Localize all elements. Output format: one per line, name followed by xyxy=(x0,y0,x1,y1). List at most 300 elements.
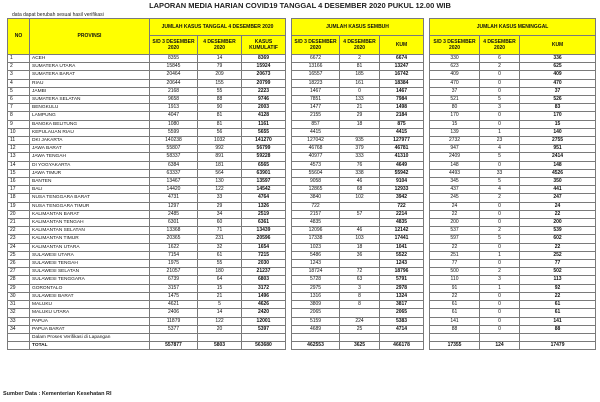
sembuh-kum-cell: 13247 xyxy=(380,63,424,71)
positif-des4-cell: 61 xyxy=(198,251,242,259)
sembuh-sd3-cell: 18724 xyxy=(292,268,340,276)
positif-kumulatif-cell: 5397 xyxy=(242,325,286,333)
header-positif-des4: 4 DESEMBER 2020 xyxy=(198,36,242,55)
meninggal-sd3-cell: 110 xyxy=(430,276,480,284)
positif-kumulatif-cell: 5655 xyxy=(242,128,286,136)
row-number-cell: 30 xyxy=(8,292,30,300)
meninggal-des4-cell: 6 xyxy=(480,55,520,63)
meninggal-sd3-cell: 148 xyxy=(430,161,480,169)
meninggal-sd3-cell: 37 xyxy=(430,87,480,95)
positif-kumulatif-cell: 14542 xyxy=(242,186,286,194)
sembuh-kum-cell: 1324 xyxy=(380,292,424,300)
row-number-cell: 23 xyxy=(8,235,30,243)
positif-sd3-cell: 6739 xyxy=(150,276,198,284)
meninggal-des4-cell: 5 xyxy=(480,235,520,243)
meninggal-des4-cell: 0 xyxy=(480,112,520,120)
meninggal-kum-cell: 170 xyxy=(520,112,596,120)
row-number-cell: 15 xyxy=(8,169,30,177)
header-positif-sd3: S/D 3 DESEMBER 2020 xyxy=(150,36,198,55)
sembuh-sd3-cell: 1023 xyxy=(292,243,340,251)
province-name-cell: KALIMANTAN BARAT xyxy=(30,210,150,218)
header-positif-group: JUMLAH KASUS TANGGAL 4 DESEMBER 2020 xyxy=(150,19,286,36)
sembuh-kum-cell: 1467 xyxy=(380,87,424,95)
sembuh-kum-cell: 18384 xyxy=(380,79,424,87)
table-row xyxy=(8,251,596,259)
sembuh-sd3-cell: 1477 xyxy=(292,104,340,112)
positif-des4-cell: 56 xyxy=(198,128,242,136)
province-name-cell: SUMATERA SELATAN xyxy=(30,96,150,104)
sembuh-sd3-cell: 4835 xyxy=(292,219,340,227)
positif-sd3-cell: 1975 xyxy=(150,260,198,268)
sembuh-sd3-cell: 5486 xyxy=(292,251,340,259)
meninggal-sd3-cell: 17355 xyxy=(430,342,480,350)
sembuh-sd3-cell: 4415 xyxy=(292,128,340,136)
province-name-cell: BANGKA BELITUNG xyxy=(30,120,150,128)
meninggal-des4-cell: 0 xyxy=(480,260,520,268)
province-name-cell: NUSA TENGGARA BARAT xyxy=(30,194,150,202)
positif-des4-cell xyxy=(198,333,242,341)
sembuh-kum-cell: 5383 xyxy=(380,317,424,325)
positif-des4-cell: 55 xyxy=(198,87,242,95)
meninggal-des4-cell: 0 xyxy=(480,309,520,317)
sembuh-kum-cell: 1041 xyxy=(380,243,424,251)
meninggal-des4-cell: 1 xyxy=(480,251,520,259)
province-name-cell: KEPULAUAN RIAU xyxy=(30,128,150,136)
sembuh-sd3-cell: 722 xyxy=(292,202,340,210)
sembuh-des4-cell: 133 xyxy=(340,96,380,104)
sembuh-kum-cell: 2214 xyxy=(380,210,424,218)
meninggal-kum-cell: 2414 xyxy=(520,153,596,161)
meninggal-sd3-cell: 22 xyxy=(430,243,480,251)
positif-kumulatif-cell: 21237 xyxy=(242,268,286,276)
row-number-cell: 6 xyxy=(8,96,30,104)
positif-sd3-cell: 11879 xyxy=(150,317,198,325)
meninggal-des4-cell: 23 xyxy=(480,137,520,145)
row-number-cell: 11 xyxy=(8,137,30,145)
meninggal-kum-cell: 141 xyxy=(520,317,596,325)
positif-kumulatif-cell: 2420 xyxy=(242,309,286,317)
sembuh-des4-cell: 0 xyxy=(340,87,380,95)
sembuh-sd3-cell: 13166 xyxy=(292,63,340,71)
positif-des4-cell: 180 xyxy=(198,268,242,276)
sembuh-sd3-cell: 55604 xyxy=(292,169,340,177)
meninggal-sd3-cell: 537 xyxy=(430,227,480,235)
meninggal-sd3-cell: 170 xyxy=(430,112,480,120)
sembuh-sd3-cell: 12096 xyxy=(292,227,340,235)
sembuh-kum-cell: 2184 xyxy=(380,112,424,120)
province-name-cell: SULAWESI TENGAH xyxy=(30,260,150,268)
positif-des4-cell: 992 xyxy=(198,145,242,153)
positif-kumulatif-cell: 6361 xyxy=(242,219,286,227)
table-row xyxy=(8,169,596,177)
sembuh-kum-cell: 4649 xyxy=(380,161,424,169)
sembuh-kum-cell: 4835 xyxy=(380,219,424,227)
sembuh-kum-cell: 2978 xyxy=(380,284,424,292)
meninggal-des4-cell: 33 xyxy=(480,169,520,177)
positif-sd3-cell: 9658 xyxy=(150,96,198,104)
meninggal-kum-cell: 22 xyxy=(520,243,596,251)
row-number-cell: 10 xyxy=(8,128,30,136)
positif-kumulatif-cell: 12001 xyxy=(242,317,286,325)
table-row xyxy=(8,276,596,284)
positif-kumulatif-cell: 4128 xyxy=(242,112,286,120)
sembuh-des4-cell xyxy=(340,333,380,341)
sembuh-sd3-cell: 2065 xyxy=(292,309,340,317)
sembuh-des4-cell: 338 xyxy=(340,169,380,177)
positif-sd3-cell: 2485 xyxy=(150,210,198,218)
sembuh-des4-cell: 18 xyxy=(340,120,380,128)
positif-kumulatif-cell: 4764 xyxy=(242,194,286,202)
sembuh-des4-cell: 25 xyxy=(340,325,380,333)
meninggal-kum-cell: 61 xyxy=(520,301,596,309)
meninggal-kum-cell: 22 xyxy=(520,292,596,300)
positif-sd3-cell: 1475 xyxy=(150,292,198,300)
sembuh-kum-cell: 55942 xyxy=(380,169,424,177)
sembuh-des4-cell xyxy=(340,219,380,227)
covid-report-table-container xyxy=(7,18,595,350)
positif-kumulatif-cell: 13597 xyxy=(242,178,286,186)
sembuh-des4-cell: 63 xyxy=(340,276,380,284)
meninggal-sd3-cell: 77 xyxy=(430,260,480,268)
sembuh-des4-cell: 379 xyxy=(340,145,380,153)
positif-kumulatif-cell: 2003 xyxy=(242,104,286,112)
table-row xyxy=(8,317,596,325)
row-number-cell: 22 xyxy=(8,227,30,235)
meninggal-des4-cell: 0 xyxy=(480,71,520,79)
meninggal-kum-cell: 92 xyxy=(520,284,596,292)
table-row xyxy=(8,268,596,276)
positif-kumulatif-cell: 20799 xyxy=(242,79,286,87)
positif-des4-cell: 71 xyxy=(198,227,242,235)
table-row xyxy=(8,309,596,317)
row-number-cell: 17 xyxy=(8,186,30,194)
positif-des4-cell: 81 xyxy=(198,120,242,128)
positif-kumulatif-cell: 56799 xyxy=(242,145,286,153)
sembuh-kum-cell: 16742 xyxy=(380,71,424,79)
positif-sd3-cell: 8355 xyxy=(150,55,198,63)
positif-sd3-cell: 3157 xyxy=(150,284,198,292)
positif-des4-cell: 1032 xyxy=(198,137,242,145)
positif-des4-cell: 231 xyxy=(198,235,242,243)
row-number-cell: 31 xyxy=(8,301,30,309)
table-row xyxy=(8,63,596,71)
table-row xyxy=(8,153,596,161)
positif-des4-cell: 15 xyxy=(198,284,242,292)
row-number-cell: 3 xyxy=(8,71,30,79)
meninggal-sd3-cell: 61 xyxy=(430,309,480,317)
sembuh-sd3-cell: 5159 xyxy=(292,317,340,325)
table-row xyxy=(8,292,596,300)
province-name-cell: DI YOGYAKARTA xyxy=(30,161,150,169)
row-number-cell: 2 xyxy=(8,63,30,71)
sembuh-kum-cell: 17441 xyxy=(380,235,424,243)
meninggal-sd3-cell: 245 xyxy=(430,194,480,202)
header-meninggal-group: JUMLAH KASUS MENINGGAL xyxy=(430,19,596,36)
meninggal-sd3-cell: 61 xyxy=(430,301,480,309)
sembuh-des4-cell: 46 xyxy=(340,178,380,186)
meninggal-sd3-cell: 24 xyxy=(430,202,480,210)
row-number-cell: 33 xyxy=(8,317,30,325)
sembuh-des4-cell: 333 xyxy=(340,153,380,161)
positif-des4-cell: 55 xyxy=(198,260,242,268)
row-number-cell: 27 xyxy=(8,268,30,276)
province-name-cell: BALI xyxy=(30,186,150,194)
positif-sd3-cell xyxy=(150,333,198,341)
meninggal-des4-cell: 0 xyxy=(480,87,520,95)
meninggal-sd3-cell: 22 xyxy=(430,292,480,300)
meninggal-sd3-cell: 91 xyxy=(430,284,480,292)
positif-sd3-cell: 20644 xyxy=(150,79,198,87)
positif-des4-cell: 90 xyxy=(198,104,242,112)
positif-sd3-cell: 2406 xyxy=(150,309,198,317)
sembuh-sd3-cell: 1243 xyxy=(292,260,340,268)
table-row xyxy=(8,202,596,210)
positif-des4-cell: 14 xyxy=(198,309,242,317)
positif-des4-cell: 5 xyxy=(198,301,242,309)
province-name-cell: Dalam Proses Verifikasi di Lapangan xyxy=(30,333,150,341)
table-row xyxy=(8,79,596,87)
sembuh-des4-cell: 161 xyxy=(340,79,380,87)
positif-sd3-cell: 2168 xyxy=(150,87,198,95)
province-name-cell: KALIMANTAN SELATAN xyxy=(30,227,150,235)
positif-sd3-cell: 1080 xyxy=(150,120,198,128)
province-name-cell: LAMPUNG xyxy=(30,112,150,120)
meninggal-sd3-cell: 947 xyxy=(430,145,480,153)
province-name-cell: BANTEN xyxy=(30,178,150,186)
meninggal-sd3-cell: 141 xyxy=(430,317,480,325)
row-number-cell: 25 xyxy=(8,251,30,259)
positif-kumulatif-cell: 563680 xyxy=(242,342,286,350)
row-number-cell: 32 xyxy=(8,309,30,317)
positif-des4-cell: 122 xyxy=(198,317,242,325)
meninggal-des4-cell: 0 xyxy=(480,292,520,300)
positif-des4-cell: 34 xyxy=(198,210,242,218)
table-row xyxy=(8,71,596,79)
covid-report-table xyxy=(7,18,596,350)
province-name-cell: MALUKU UTARA xyxy=(30,309,150,317)
province-name-cell: SUMATERA BARAT xyxy=(30,71,150,79)
sembuh-des4-cell: 2 xyxy=(340,55,380,63)
row-number-cell: 7 xyxy=(8,104,30,112)
meninggal-kum-cell: 2755 xyxy=(520,137,596,145)
province-name-cell: SULAWESI BARAT xyxy=(30,292,150,300)
sembuh-kum-cell: 41310 xyxy=(380,153,424,161)
sembuh-des4-cell: 76 xyxy=(340,161,380,169)
sembuh-des4-cell: 68 xyxy=(340,186,380,194)
sembuh-sd3-cell: 7851 xyxy=(292,96,340,104)
positif-sd3-cell: 6384 xyxy=(150,161,198,169)
sembuh-des4-cell: 21 xyxy=(340,104,380,112)
sembuh-sd3-cell: 5728 xyxy=(292,276,340,284)
province-name-cell: ACEH xyxy=(30,55,150,63)
sembuh-kum-cell: 7984 xyxy=(380,96,424,104)
positif-des4-cell: 29 xyxy=(198,202,242,210)
table-row xyxy=(8,235,596,243)
meninggal-kum-cell: 502 xyxy=(520,268,596,276)
meninggal-des4-cell xyxy=(480,333,520,341)
sembuh-kum-cell: 46781 xyxy=(380,145,424,153)
positif-kumulatif-cell xyxy=(242,333,286,341)
meninggal-kum-cell: 526 xyxy=(520,96,596,104)
header-no: NO xyxy=(8,19,30,55)
sembuh-sd3-cell xyxy=(292,333,340,341)
province-name-cell: TOTAL xyxy=(30,342,150,350)
table-row xyxy=(8,243,596,251)
positif-kumulatif-cell: 8369 xyxy=(242,55,286,63)
positif-kumulatif-cell: 1326 xyxy=(242,202,286,210)
row-number-cell: 14 xyxy=(8,161,30,169)
meninggal-sd3-cell: 597 xyxy=(430,235,480,243)
meninggal-kum-cell: 539 xyxy=(520,227,596,235)
positif-des4-cell: 564 xyxy=(198,169,242,177)
row-number-cell: 34 xyxy=(8,325,30,333)
meninggal-sd3-cell: 330 xyxy=(430,55,480,63)
meninggal-des4-cell: 5 xyxy=(480,178,520,186)
sembuh-kum-cell: 4714 xyxy=(380,325,424,333)
table-row xyxy=(8,104,596,112)
row-number-cell: 26 xyxy=(8,260,30,268)
row-number-cell xyxy=(8,333,30,341)
province-name-cell: JAMBI xyxy=(30,87,150,95)
meninggal-kum-cell xyxy=(520,333,596,341)
row-number-cell: 24 xyxy=(8,243,30,251)
province-name-cell: DKI JAKARTA xyxy=(30,137,150,145)
meninggal-kum-cell: 336 xyxy=(520,55,596,63)
positif-des4-cell: 33 xyxy=(198,194,242,202)
sembuh-sd3-cell: 9058 xyxy=(292,178,340,186)
row-number-cell: 1 xyxy=(8,55,30,63)
positif-sd3-cell: 1913 xyxy=(150,104,198,112)
table-row xyxy=(8,96,596,104)
meninggal-des4-cell: 0 xyxy=(480,243,520,251)
positif-kumulatif-cell: 6565 xyxy=(242,161,286,169)
province-name-cell: SULAWESI TENGGARA xyxy=(30,276,150,284)
meninggal-kum-cell: 22 xyxy=(520,210,596,218)
meninggal-kum-cell: 113 xyxy=(520,276,596,284)
positif-kumulatif-cell: 1654 xyxy=(242,243,286,251)
meninggal-kum-cell: 148 xyxy=(520,161,596,169)
sembuh-sd3-cell: 46768 xyxy=(292,145,340,153)
header-provinsi: PROVINSI xyxy=(30,19,150,55)
positif-kumulatif-cell: 2519 xyxy=(242,210,286,218)
meninggal-des4-cell: 5 xyxy=(480,153,520,161)
meninggal-kum-cell: 77 xyxy=(520,260,596,268)
sembuh-sd3-cell: 16557 xyxy=(292,71,340,79)
positif-sd3-cell: 6301 xyxy=(150,219,198,227)
sembuh-kum-cell: 5791 xyxy=(380,276,424,284)
province-name-cell: NUSA TENGGARA TIMUR xyxy=(30,202,150,210)
sembuh-kum-cell: 5522 xyxy=(380,251,424,259)
sembuh-sd3-cell: 857 xyxy=(292,120,340,128)
row-number-cell xyxy=(8,342,30,350)
sembuh-des4-cell: 18 xyxy=(340,243,380,251)
meninggal-des4-cell: 2 xyxy=(480,227,520,235)
row-number-cell: 8 xyxy=(8,112,30,120)
table-row xyxy=(8,137,596,145)
header-positif-kumulatif: KASUS KUMULATIF xyxy=(242,36,286,55)
meninggal-sd3-cell: 2409 xyxy=(430,153,480,161)
meninggal-sd3-cell: 2732 xyxy=(430,137,480,145)
meninggal-kum-cell: 140 xyxy=(520,128,596,136)
table-row xyxy=(8,178,596,186)
row-number-cell: 5 xyxy=(8,87,30,95)
sembuh-des4-cell: 8 xyxy=(340,301,380,309)
header-sembuh-group: JUMLAH KASUS SEMBUH xyxy=(292,19,424,36)
meninggal-sd3-cell: 4493 xyxy=(430,169,480,177)
row-number-cell: 29 xyxy=(8,284,30,292)
meninggal-kum-cell: 88 xyxy=(520,325,596,333)
positif-sd3-cell: 13467 xyxy=(150,178,198,186)
meninggal-des4-cell: 0 xyxy=(480,120,520,128)
sembuh-kum-cell: 1498 xyxy=(380,104,424,112)
table-row xyxy=(8,161,596,169)
meninggal-kum-cell: 470 xyxy=(520,79,596,87)
meninggal-sd3-cell: 88 xyxy=(430,325,480,333)
positif-sd3-cell: 557877 xyxy=(150,342,198,350)
sembuh-des4-cell: 102 xyxy=(340,194,380,202)
positif-kumulatif-cell: 3172 xyxy=(242,284,286,292)
meninggal-kum-cell: 15 xyxy=(520,120,596,128)
meninggal-sd3-cell: 345 xyxy=(430,178,480,186)
sembuh-kum-cell: 875 xyxy=(380,120,424,128)
meninggal-kum-cell: 24 xyxy=(520,202,596,210)
meninggal-sd3-cell: 22 xyxy=(430,210,480,218)
sembuh-sd3-cell: 3840 xyxy=(292,194,340,202)
meninggal-sd3-cell: 15 xyxy=(430,120,480,128)
sembuh-kum-cell: 9104 xyxy=(380,178,424,186)
positif-sd3-cell: 5377 xyxy=(150,325,198,333)
table-row xyxy=(8,301,596,309)
sembuh-kum-cell: 4415 xyxy=(380,128,424,136)
positif-des4-cell: 209 xyxy=(198,71,242,79)
positif-kumulatif-cell: 20673 xyxy=(242,71,286,79)
meninggal-kum-cell: 409 xyxy=(520,71,596,79)
meninggal-kum-cell: 17479 xyxy=(520,342,596,350)
table-row xyxy=(8,325,596,333)
positif-sd3-cell: 7154 xyxy=(150,251,198,259)
meninggal-kum-cell: 441 xyxy=(520,186,596,194)
report-title: LAPORAN MEDIA HARIAN COVID19 TANGGAL 4 DESEMBER 2020 PUKUL 12.00 WIB xyxy=(149,1,451,10)
province-name-cell: KALIMANTAN TENGAH xyxy=(30,219,150,227)
positif-kumulatif-cell: 141270 xyxy=(242,137,286,145)
positif-des4-cell: 891 xyxy=(198,153,242,161)
positif-kumulatif-cell: 2223 xyxy=(242,87,286,95)
sembuh-des4-cell xyxy=(340,309,380,317)
meninggal-kum-cell: 4526 xyxy=(520,169,596,177)
header-sembuh-sd3: S/D 3 DESEMBER 2020 xyxy=(292,36,340,55)
sembuh-kum-cell: 127977 xyxy=(380,137,424,145)
positif-sd3-cell: 21057 xyxy=(150,268,198,276)
positif-des4-cell: 5803 xyxy=(198,342,242,350)
positif-des4-cell: 155 xyxy=(198,79,242,87)
meninggal-des4-cell: 1 xyxy=(480,128,520,136)
positif-kumulatif-cell: 1496 xyxy=(242,292,286,300)
sembuh-des4-cell: 3 xyxy=(340,284,380,292)
positif-kumulatif-cell: 1161 xyxy=(242,120,286,128)
meninggal-des4-cell: 5 xyxy=(480,96,520,104)
province-name-cell: SULAWESI UTARA xyxy=(30,251,150,259)
province-name-cell: SULAWESI SELATAN xyxy=(30,268,150,276)
sembuh-des4-cell: 8 xyxy=(340,292,380,300)
meninggal-sd3-cell: 623 xyxy=(430,63,480,71)
positif-kumulatif-cell: 20596 xyxy=(242,235,286,243)
meninggal-des4-cell: 1 xyxy=(480,284,520,292)
sembuh-des4-cell: 224 xyxy=(340,317,380,325)
sembuh-sd3-cell: 2975 xyxy=(292,284,340,292)
sembuh-kum-cell: 18796 xyxy=(380,268,424,276)
sembuh-sd3-cell: 18223 xyxy=(292,79,340,87)
positif-sd3-cell: 20464 xyxy=(150,71,198,79)
